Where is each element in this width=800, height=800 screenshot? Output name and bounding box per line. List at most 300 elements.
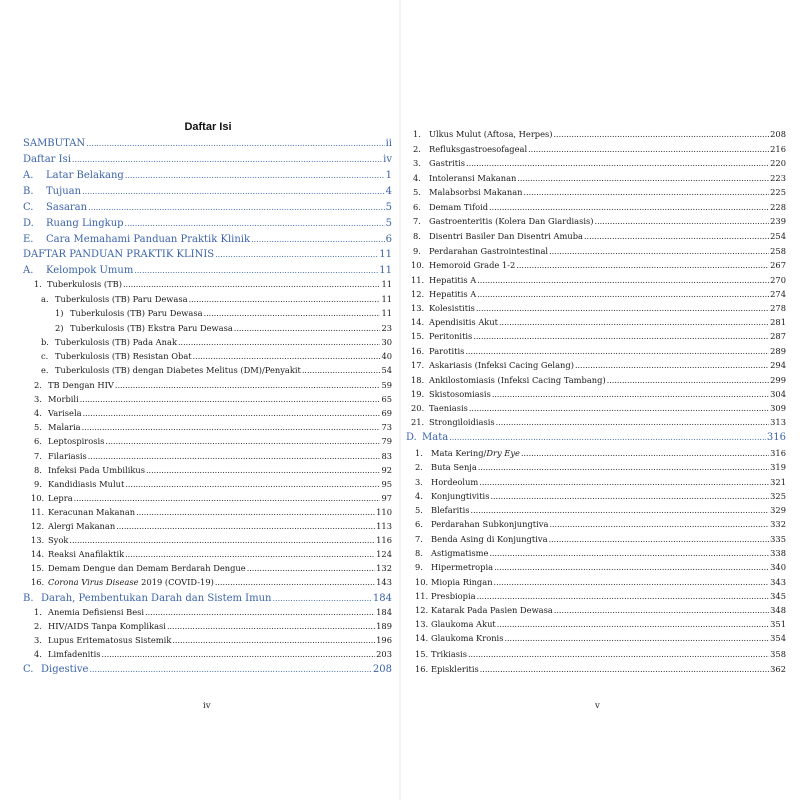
toc-entry-label: Tuberkulosis (TB) Ekstra Paru Dewasa bbox=[70, 323, 233, 333]
toc-entry-label: Malabsorbsi Makanan bbox=[429, 187, 523, 197]
toc-dot-leader bbox=[504, 634, 769, 643]
toc-dot-leader bbox=[82, 187, 385, 196]
toc-entry-page-number: 73 bbox=[381, 422, 392, 432]
toc-entry-label: Episkleritis bbox=[431, 664, 479, 674]
toc-dot-leader bbox=[80, 395, 381, 404]
toc-entry[interactable] bbox=[411, 317, 786, 327]
toc-dot-leader bbox=[521, 449, 769, 458]
toc-entry[interactable] bbox=[411, 289, 786, 299]
toc-dot-leader bbox=[595, 217, 770, 226]
toc-dot-leader bbox=[145, 608, 375, 617]
toc-entry-number: A. bbox=[23, 170, 34, 181]
toc-entry-page-number: 316 bbox=[770, 448, 786, 458]
toc-dot-leader bbox=[136, 508, 375, 517]
toc-entry-number: 1. bbox=[34, 279, 42, 289]
toc-entry-label: Refluksgastroesofageal bbox=[429, 144, 528, 154]
toc-entry-page-number: 124 bbox=[376, 549, 392, 559]
toc-entry-page-number: 1 bbox=[385, 170, 392, 181]
toc-entry-page-number: 5 bbox=[385, 218, 392, 229]
toc-entry[interactable] bbox=[413, 202, 786, 212]
toc-entry-number: 2. bbox=[415, 462, 423, 472]
toc-entry[interactable] bbox=[31, 521, 392, 531]
toc-entry-page-number: 184 bbox=[372, 593, 392, 604]
toc-entry[interactable] bbox=[23, 202, 392, 213]
toc-entry-number: 18. bbox=[411, 375, 425, 385]
toc-entry-page-number: 258 bbox=[770, 246, 786, 256]
toc-entry[interactable] bbox=[413, 173, 786, 183]
toc-entry-number: 8. bbox=[415, 548, 423, 558]
toc-entry-label: Filariasis bbox=[48, 451, 87, 461]
toc-entry-page-number: 189 bbox=[376, 621, 392, 631]
toc-entry-number: 7. bbox=[415, 534, 423, 544]
toc-entry-page-number: 287 bbox=[770, 331, 786, 341]
toc-entry-page-number: 92 bbox=[381, 465, 392, 475]
toc-entry-page-number: 348 bbox=[770, 605, 786, 615]
toc-entry[interactable] bbox=[34, 380, 392, 390]
toc-entry-page-number: iv bbox=[383, 154, 392, 165]
toc-entry-label: Hepatitis A bbox=[429, 275, 477, 285]
toc-entry[interactable] bbox=[23, 218, 392, 229]
toc-entry[interactable] bbox=[413, 144, 786, 154]
toc-dot-leader bbox=[499, 318, 769, 327]
toc-entry[interactable] bbox=[415, 534, 786, 544]
toc-entry-label: Tuberkulosis (TB) Paru Dewasa bbox=[55, 294, 188, 304]
toc-entry[interactable] bbox=[413, 246, 786, 256]
toc-entry-number: 1) bbox=[55, 308, 64, 318]
toc-entry-page-number: 79 bbox=[381, 436, 392, 446]
toc-entry-page-number: 83 bbox=[381, 451, 392, 461]
toc-entry[interactable] bbox=[31, 507, 392, 517]
toc-entry-number: c. bbox=[41, 351, 49, 361]
toc-entry-page-number: 220 bbox=[770, 158, 786, 168]
toc-entry-label: Mata bbox=[422, 432, 449, 443]
toc-entry-page-number: 362 bbox=[770, 664, 786, 674]
toc-entry-number: e. bbox=[41, 365, 49, 375]
toc-entry-label: Kelompok Umum bbox=[46, 265, 134, 276]
toc-entry[interactable] bbox=[411, 403, 786, 413]
toc-entry-label: Latar Belakang bbox=[46, 170, 124, 181]
toc-entry[interactable] bbox=[411, 417, 786, 427]
toc-entry-label: Glaukoma Akut bbox=[431, 619, 496, 629]
toc-dot-leader bbox=[215, 578, 375, 587]
toc-entry-page-number: 274 bbox=[770, 289, 786, 299]
toc-entry[interactable] bbox=[415, 491, 786, 501]
toc-entry-number: 16. bbox=[31, 577, 45, 587]
toc-entry-label: Presbiopia bbox=[431, 591, 476, 601]
toc-entry-number: 4. bbox=[34, 408, 42, 418]
toc-entry-page-number: 358 bbox=[770, 649, 786, 659]
toc-dot-leader bbox=[167, 622, 375, 631]
toc-entry-page-number: 95 bbox=[381, 479, 392, 489]
toc-entry[interactable] bbox=[23, 138, 392, 149]
toc-page-right bbox=[400, 0, 800, 800]
toc-entry[interactable] bbox=[23, 664, 392, 675]
toc-entry[interactable] bbox=[415, 519, 786, 529]
toc-dot-leader bbox=[88, 203, 385, 212]
toc-entry[interactable] bbox=[411, 303, 786, 313]
toc-entry-number: 17. bbox=[411, 360, 425, 370]
toc-entry[interactable] bbox=[413, 216, 786, 226]
toc-dot-leader bbox=[489, 549, 769, 558]
toc-dot-leader bbox=[575, 361, 769, 370]
toc-entry[interactable] bbox=[415, 562, 786, 572]
toc-dot-leader bbox=[469, 404, 769, 413]
toc-entry-number: 2. bbox=[413, 144, 421, 154]
toc-dot-leader bbox=[492, 390, 769, 399]
toc-entry-label: Katarak Pada Pasien Dewasa bbox=[431, 605, 553, 615]
toc-entry[interactable] bbox=[415, 505, 786, 515]
toc-entry[interactable] bbox=[415, 462, 786, 472]
toc-entry-label: Syok bbox=[48, 535, 69, 545]
toc-entry-label: Tuberkulosis (TB) Paru Dewasa bbox=[70, 308, 203, 318]
toc-entry-number: 4. bbox=[413, 173, 421, 183]
toc-dot-leader bbox=[468, 650, 769, 659]
toc-dot-leader bbox=[584, 232, 769, 241]
toc-dot-leader bbox=[178, 338, 380, 347]
toc-entry-number: 15. bbox=[411, 331, 425, 341]
toc-entry-number: 11. bbox=[415, 591, 429, 601]
toc-entry-number: 10. bbox=[31, 493, 45, 503]
toc-entry-number: 21. bbox=[411, 417, 425, 427]
toc-entry[interactable] bbox=[41, 365, 392, 375]
toc-dot-leader bbox=[83, 409, 381, 418]
toc-entry-label: Parotitis bbox=[429, 346, 465, 356]
toc-entry-label: Cara Memahami Panduan Praktik Klinik bbox=[46, 234, 251, 245]
toc-dot-leader bbox=[204, 309, 381, 318]
toc-entry[interactable] bbox=[415, 605, 786, 615]
toc-entry-page-number: 343 bbox=[770, 577, 786, 587]
toc-entry-number: 9. bbox=[413, 246, 421, 256]
toc-entry-label: Astigmatisme bbox=[431, 548, 489, 558]
toc-entry-number: 15. bbox=[415, 649, 429, 659]
toc-entry-label: Perdarahan Subkonjungtiva bbox=[431, 519, 549, 529]
toc-entry[interactable] bbox=[34, 649, 392, 659]
toc-entry-number: 16. bbox=[411, 346, 425, 356]
toc-dot-leader bbox=[528, 145, 769, 154]
toc-entry[interactable] bbox=[411, 331, 786, 341]
toc-entry-page-number: 69 bbox=[381, 408, 392, 418]
toc-entry-page-number: 267 bbox=[770, 260, 786, 270]
toc-entry[interactable] bbox=[413, 187, 786, 197]
toc-entry-number: E. bbox=[23, 234, 34, 245]
toc-entry[interactable] bbox=[415, 664, 786, 674]
toc-entry[interactable] bbox=[23, 249, 392, 260]
toc-dot-leader bbox=[125, 171, 385, 180]
toc-entry[interactable] bbox=[23, 265, 392, 276]
toc-entry-label: Glaukoma Kronis bbox=[431, 633, 504, 643]
toc-entry-page-number: ii bbox=[385, 138, 392, 149]
toc-entry-page-number: 228 bbox=[770, 202, 786, 212]
toc-entry-number: 5. bbox=[413, 187, 421, 197]
toc-entry-label: Trikiasis bbox=[431, 649, 467, 659]
toc-entry-number: 11. bbox=[411, 275, 425, 285]
toc-dot-leader bbox=[89, 665, 371, 674]
toc-entry[interactable] bbox=[34, 465, 392, 475]
toc-entry[interactable] bbox=[34, 408, 392, 418]
toc-entry-page-number: 225 bbox=[770, 187, 786, 197]
toc-entry-number: 3. bbox=[415, 477, 423, 487]
toc-entry-number: 13. bbox=[411, 303, 425, 313]
toc-entry-page-number: 203 bbox=[376, 649, 392, 659]
toc-entry[interactable] bbox=[34, 607, 392, 617]
toc-entry[interactable] bbox=[23, 186, 392, 197]
toc-entry[interactable] bbox=[34, 451, 392, 461]
toc-entry-number: 13. bbox=[31, 535, 45, 545]
toc-entry-label-italic: Corona Virus Disease bbox=[48, 577, 139, 587]
toc-entry-number: a. bbox=[41, 294, 49, 304]
toc-entry[interactable] bbox=[415, 619, 786, 629]
toc-dot-leader bbox=[466, 159, 769, 168]
toc-entry-page-number: 196 bbox=[376, 635, 392, 645]
toc-entry[interactable] bbox=[413, 129, 786, 139]
toc-entry-label: Malaria bbox=[48, 422, 81, 432]
toc-dot-leader bbox=[115, 381, 381, 390]
toc-entry[interactable] bbox=[31, 549, 392, 559]
toc-entry-number: 13. bbox=[415, 619, 429, 629]
toc-entry[interactable] bbox=[411, 260, 786, 270]
toc-entry[interactable] bbox=[23, 170, 392, 181]
toc-entry-page-number: 59 bbox=[381, 380, 392, 390]
toc-entry-number: 3. bbox=[413, 158, 421, 168]
toc-entry-number: 10. bbox=[415, 577, 429, 587]
toc-entry-page-number: 11 bbox=[379, 265, 392, 276]
toc-entry[interactable] bbox=[415, 633, 786, 643]
toc-dot-leader bbox=[215, 250, 378, 259]
toc-dot-leader bbox=[272, 594, 371, 603]
toc-entry[interactable] bbox=[41, 337, 392, 347]
toc-entry[interactable] bbox=[411, 389, 786, 399]
toc-entry[interactable] bbox=[23, 154, 392, 165]
toc-entry[interactable] bbox=[415, 591, 786, 601]
toc-entry-number: 14. bbox=[415, 633, 429, 643]
toc-dot-leader bbox=[134, 266, 378, 275]
toc-entry-label: Keracunan Makanan bbox=[48, 507, 136, 517]
toc-entry[interactable] bbox=[415, 577, 786, 587]
toc-entry-page-number: 30 bbox=[381, 337, 392, 347]
toc-entry-number: A. bbox=[23, 265, 34, 276]
toc-entry-label: Peritonitis bbox=[429, 331, 473, 341]
toc-entry-page-number: 113 bbox=[376, 521, 392, 531]
toc-entry-label: Tuberkulosis (TB) Pada Anak bbox=[55, 337, 177, 347]
toc-dot-leader bbox=[74, 494, 381, 503]
toc-entry-number: 10. bbox=[411, 260, 425, 270]
toc-entry-label: Kolesistitis bbox=[429, 303, 475, 313]
toc-entry-page-number: 351 bbox=[770, 619, 786, 629]
toc-entry-label: Anemia Defisiensi Besi bbox=[48, 607, 145, 617]
toc-dot-leader bbox=[88, 452, 381, 461]
toc-entry-page-number: 281 bbox=[770, 317, 786, 327]
toc-entry[interactable] bbox=[23, 234, 392, 245]
toc-entry-page-number: 294 bbox=[770, 360, 786, 370]
toc-entry-number: 7. bbox=[413, 216, 421, 226]
toc-entry[interactable] bbox=[411, 360, 786, 370]
toc-entry-number: 5. bbox=[415, 505, 423, 515]
toc-dot-leader bbox=[471, 506, 770, 515]
toc-entry-page-number: 239 bbox=[770, 216, 786, 226]
toc-entry-label: Demam Tifoid bbox=[429, 202, 489, 212]
toc-entry-page-number: 321 bbox=[770, 477, 786, 487]
toc-dot-leader bbox=[517, 174, 769, 183]
toc-entry-label: Digestive bbox=[41, 664, 89, 675]
toc-entry[interactable] bbox=[411, 275, 786, 285]
toc-entry[interactable] bbox=[34, 394, 392, 404]
toc-entry[interactable] bbox=[34, 479, 392, 489]
toc-entry-page-number: 325 bbox=[770, 491, 786, 501]
toc-dot-leader bbox=[102, 650, 376, 659]
toc-entry-page-number: 184 bbox=[376, 607, 392, 617]
toc-dot-leader bbox=[477, 276, 769, 285]
toc-entry-label: Strongiloidiasis bbox=[429, 417, 495, 427]
toc-entry[interactable] bbox=[41, 351, 392, 361]
toc-entry-number: 8. bbox=[34, 465, 42, 475]
toc-dot-leader bbox=[234, 324, 381, 333]
toc-dot-leader bbox=[449, 433, 766, 442]
toc-entry[interactable] bbox=[34, 436, 392, 446]
toc-dot-leader bbox=[554, 130, 770, 139]
toc-entry[interactable] bbox=[31, 563, 392, 573]
toc-entry-label: Buta Senja bbox=[431, 462, 477, 472]
toc-dot-leader bbox=[477, 290, 769, 299]
toc-entry-number: 14. bbox=[31, 549, 45, 559]
toc-entry-label: Hepatitis A bbox=[429, 289, 477, 299]
toc-entry-number: 15. bbox=[31, 563, 45, 573]
toc-entry[interactable] bbox=[34, 635, 392, 645]
toc-entry[interactable] bbox=[34, 279, 392, 289]
toc-dot-leader bbox=[480, 665, 769, 674]
toc-entry[interactable] bbox=[55, 323, 392, 333]
toc-dot-leader bbox=[82, 423, 381, 432]
toc-entry-number: 12. bbox=[415, 605, 429, 615]
toc-entry-label-text: Mata Kering/ bbox=[431, 448, 487, 458]
toc-entry-label: Kandidiasis Mulut bbox=[48, 479, 125, 489]
toc-entry-page-number: 143 bbox=[376, 577, 392, 587]
toc-entry[interactable] bbox=[31, 535, 392, 545]
toc-entry-label: Limfadenitis bbox=[48, 649, 101, 659]
toc-entry-label: Benda Asing di Konjungtiva bbox=[431, 534, 548, 544]
toc-entry-label: Hemoroid Grade 1-2 bbox=[429, 260, 516, 270]
toc-entry-label: TB Dengan HIV bbox=[48, 380, 114, 390]
toc-entry-label: Leptospirosis bbox=[48, 436, 105, 446]
toc-entry-page-number: 278 bbox=[770, 303, 786, 313]
toc-entry-page-number: 6 bbox=[385, 234, 392, 245]
toc-entry-page-number: 304 bbox=[770, 389, 786, 399]
toc-entry[interactable] bbox=[413, 158, 786, 168]
toc-entry[interactable] bbox=[34, 621, 392, 631]
toc-entry-page-number: 313 bbox=[770, 417, 786, 427]
toc-entry-number: b. bbox=[41, 337, 49, 347]
toc-entry-label: Gastroenteritis (Kolera Dan Giardiasis) bbox=[429, 216, 594, 226]
toc-entry[interactable] bbox=[31, 493, 392, 503]
toc-entry-number: 20. bbox=[411, 403, 425, 413]
toc-entry-page-number: 335 bbox=[770, 534, 786, 544]
toc-entry-number: 2. bbox=[34, 621, 42, 631]
toc-entry-number: 5. bbox=[34, 422, 42, 432]
toc-entry[interactable] bbox=[41, 294, 392, 304]
toc-entry-page-number: 132 bbox=[376, 563, 392, 573]
toc-entry[interactable] bbox=[406, 432, 786, 443]
toc-entry-page-number: 309 bbox=[770, 403, 786, 413]
toc-entry-label: Tuberkulosis (TB) bbox=[47, 279, 122, 289]
toc-entry-label: Sasaran bbox=[46, 202, 88, 213]
toc-entry-number: 8. bbox=[413, 231, 421, 241]
toc-entry-number: B. bbox=[23, 186, 34, 197]
toc-entry-label: DAFTAR PANDUAN PRAKTIK KLINIS bbox=[23, 249, 215, 260]
toc-entry-page-number: 338 bbox=[770, 548, 786, 558]
toc-dot-leader bbox=[494, 578, 770, 587]
toc-entry-number: 2) bbox=[55, 323, 64, 333]
toc-entry-label: Ulkus Mulut (Aftosa, Herpes) bbox=[429, 129, 553, 139]
toc-dot-leader bbox=[494, 563, 769, 572]
toc-dot-leader bbox=[172, 636, 375, 645]
toc-dot-leader bbox=[490, 492, 769, 501]
toc-entry-number: D. bbox=[23, 218, 34, 229]
toc-entry-page-number: 54 bbox=[381, 365, 392, 375]
toc-entry[interactable] bbox=[415, 649, 786, 659]
toc-entry-page-number: 354 bbox=[770, 633, 786, 643]
toc-entry-page-number: 5 bbox=[385, 202, 392, 213]
toc-entry[interactable] bbox=[55, 308, 392, 318]
toc-entry-label: Lupus Eritematosus Sistemik bbox=[48, 635, 172, 645]
toc-entry-number: 12. bbox=[411, 289, 425, 299]
toc-entry-page-number: 319 bbox=[770, 462, 786, 472]
toc-entry-page-number: 11 bbox=[381, 308, 392, 318]
toc-entry-page-number: 289 bbox=[770, 346, 786, 356]
toc-entry-number: B. bbox=[23, 593, 34, 604]
toc-entry[interactable] bbox=[31, 577, 392, 587]
toc-dot-leader bbox=[125, 219, 385, 228]
toc-entry[interactable] bbox=[415, 477, 786, 487]
toc-entry-page-number: 11 bbox=[381, 279, 392, 289]
toc-entry-number: 19. bbox=[411, 389, 425, 399]
toc-entry[interactable] bbox=[415, 548, 786, 558]
toc-entry-label: Tujuan bbox=[46, 186, 82, 197]
toc-entry[interactable] bbox=[415, 448, 786, 458]
toc-entry-label: Tuberkulosis (TB) Resistan Obat bbox=[55, 351, 192, 361]
toc-entry[interactable] bbox=[411, 375, 786, 385]
toc-entry-label: Skistosomiasis bbox=[429, 389, 491, 399]
toc-dot-leader bbox=[125, 550, 375, 559]
toc-dot-leader bbox=[549, 535, 770, 544]
toc-dot-leader bbox=[125, 480, 380, 489]
toc-entry-label-text: 2019 (COVID-19) bbox=[138, 577, 214, 587]
toc-entry-number: 6. bbox=[413, 202, 421, 212]
toc-entry-page-number: 340 bbox=[770, 562, 786, 572]
toc-entry-number: 4. bbox=[34, 649, 42, 659]
toc-entry-label: Blefaritis bbox=[431, 505, 470, 515]
toc-entry-label: Darah, Pembentukan Darah dan Sistem Imun bbox=[41, 593, 272, 604]
toc-dot-leader bbox=[479, 478, 769, 487]
toc-entry-page-number: 208 bbox=[372, 664, 392, 675]
toc-entry-label: Reaksi Anafilaktik bbox=[48, 549, 125, 559]
document-title: Daftar Isi bbox=[184, 121, 232, 133]
toc-dot-leader bbox=[247, 564, 375, 573]
toc-entry-number: 9. bbox=[34, 479, 42, 489]
toc-dot-leader bbox=[473, 332, 769, 341]
toc-dot-leader bbox=[189, 295, 381, 304]
toc-entry-label: Intoleransi Makanan bbox=[429, 173, 517, 183]
toc-entry-number: 1. bbox=[413, 129, 421, 139]
toc-entry-label: HIV/AIDS Tanpa Komplikasi bbox=[48, 621, 166, 631]
toc-entry[interactable] bbox=[34, 422, 392, 432]
toc-entry-number: 12. bbox=[31, 521, 45, 531]
toc-entry[interactable] bbox=[413, 231, 786, 241]
toc-entry-page-number: 316 bbox=[766, 432, 786, 443]
toc-entry-label bbox=[431, 448, 520, 458]
toc-entry[interactable] bbox=[23, 593, 392, 604]
toc-entry-label: Lepra bbox=[48, 493, 73, 503]
toc-dot-leader bbox=[251, 235, 385, 244]
toc-entry[interactable] bbox=[411, 346, 786, 356]
